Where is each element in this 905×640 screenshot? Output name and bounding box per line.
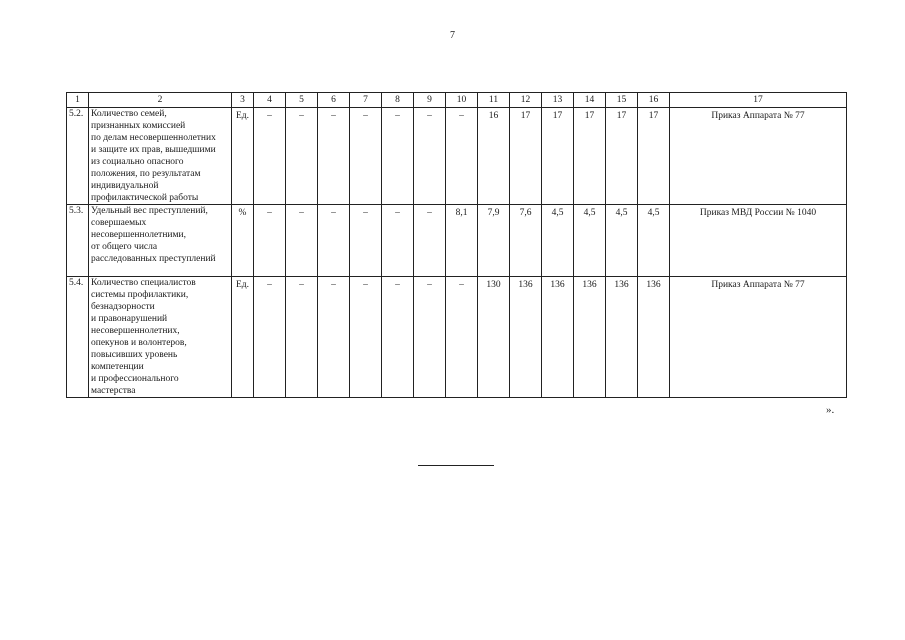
header-cell: 14 — [574, 93, 606, 108]
header-cell: 5 — [286, 93, 318, 108]
value-cell: – — [350, 108, 382, 205]
table-row — [67, 108, 847, 205]
closing-quote: ». — [826, 404, 835, 416]
value-cell: – — [286, 277, 318, 398]
value-cell: 17 — [542, 108, 574, 205]
header-cell: 17 — [670, 93, 847, 108]
header-cell: 16 — [638, 93, 670, 108]
unit-cell: % — [232, 205, 254, 277]
value-cell: 4,5 — [638, 205, 670, 277]
value-cell: 4,5 — [574, 205, 606, 277]
header-cell: 10 — [446, 93, 478, 108]
header-cell: 11 — [478, 93, 510, 108]
header-row — [67, 93, 847, 108]
header-cell: 2 — [89, 93, 232, 108]
unit-cell: Ед. — [232, 277, 254, 398]
value-cell: – — [254, 205, 286, 277]
value-cell: 8,1 — [446, 205, 478, 277]
value-cell: 4,5 — [542, 205, 574, 277]
header-cell: 8 — [382, 93, 414, 108]
value-cell: – — [446, 108, 478, 205]
value-cell: – — [382, 108, 414, 205]
basis-cell: Приказ Аппарата № 77 — [670, 277, 847, 398]
value-cell: 130 — [478, 277, 510, 398]
value-cell: – — [414, 205, 446, 277]
basis-cell: Приказ Аппарата № 77 — [670, 108, 847, 205]
indicator-name — [89, 277, 232, 398]
header-cell: 6 — [318, 93, 350, 108]
value-cell: – — [382, 277, 414, 398]
value-cell: – — [414, 277, 446, 398]
table-row — [67, 205, 847, 277]
value-cell: 136 — [638, 277, 670, 398]
indicator-name-text: Удельный вес преступлений, совершаемых несовершеннолетними, от общего числа расследованных преступлений — [91, 206, 216, 264]
value-cell: – — [254, 108, 286, 205]
indicator-name-text: Количество семей, признанных комиссией по делам несовершеннолетних и защите их прав, вышедшими из социально опасного положения, по результатам индивидуальной профилактической работы — [91, 109, 216, 203]
value-cell: 17 — [606, 108, 638, 205]
value-cell: 17 — [574, 108, 606, 205]
header-cell: 15 — [606, 93, 638, 108]
table-row — [67, 277, 847, 398]
value-cell: – — [318, 205, 350, 277]
value-cell: – — [414, 108, 446, 205]
value-cell: – — [318, 277, 350, 398]
header-cell: 9 — [414, 93, 446, 108]
indicator-name — [89, 108, 232, 205]
value-cell: 16 — [478, 108, 510, 205]
value-cell: – — [254, 277, 286, 398]
header-cell: 12 — [510, 93, 542, 108]
header-cell: 7 — [350, 93, 382, 108]
unit-cell: Ед. — [232, 108, 254, 205]
value-cell: 17 — [638, 108, 670, 205]
value-cell: 136 — [574, 277, 606, 398]
footer-divider — [418, 465, 494, 466]
header-cell: 13 — [542, 93, 574, 108]
value-cell: – — [286, 108, 318, 205]
value-cell: 136 — [542, 277, 574, 398]
row-number: 5.3. — [67, 205, 89, 277]
value-cell: 17 — [510, 108, 542, 205]
value-cell: 7,9 — [478, 205, 510, 277]
value-cell: – — [286, 205, 318, 277]
value-cell: – — [382, 205, 414, 277]
value-cell: 136 — [606, 277, 638, 398]
value-cell: – — [350, 205, 382, 277]
header-cell: 3 — [232, 93, 254, 108]
row-number: 5.2. — [67, 108, 89, 205]
value-cell: – — [446, 277, 478, 398]
page-number: 7 — [450, 30, 455, 41]
value-cell: – — [318, 108, 350, 205]
value-cell: – — [350, 277, 382, 398]
basis-cell: Приказ МВД России № 1040 — [670, 205, 847, 277]
header-cell: 4 — [254, 93, 286, 108]
value-cell: 136 — [510, 277, 542, 398]
indicator-name — [89, 205, 232, 277]
value-cell: 4,5 — [606, 205, 638, 277]
value-cell: 7,6 — [510, 205, 542, 277]
header-cell: 1 — [67, 93, 89, 108]
indicators-table — [66, 92, 847, 398]
indicator-name-text: Количество специалистов системы профилактики, безнадзорности и правонарушений несовершеннолетних, опекунов и волонтеров, повысивших уровень компетенции и профессионального мастерства — [91, 278, 196, 396]
row-number: 5.4. — [67, 277, 89, 398]
